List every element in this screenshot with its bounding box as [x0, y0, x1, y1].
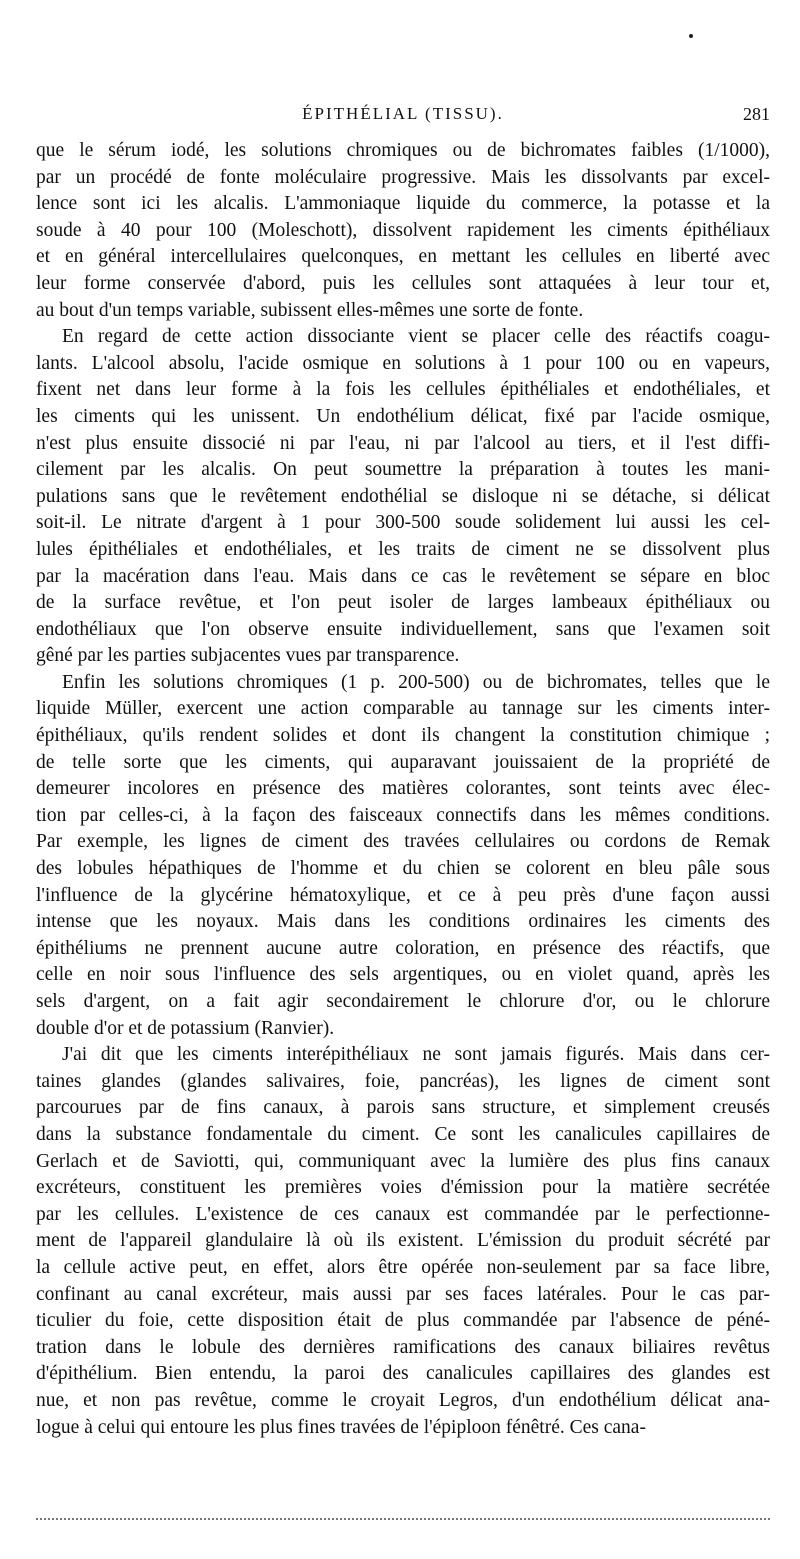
text-line: liquide Müller, exercent une action comparable au tannage sur les ciments inter-: [36, 698, 770, 720]
text-line: que le sérum iodé, les solutions chromiques ou de bichromates faibles (1/1000),: [36, 140, 770, 161]
text-line: fixent net dans leur forme à la fois les cellules épithéliales et endothéliales, et: [36, 379, 770, 401]
text-line: par les cellules. L'existence de ces canaux est commandée par le perfectionne-: [36, 1203, 770, 1225]
text-line: endothéliaux que l'on observe ensuite individuellement, sans que l'examen soit: [36, 618, 770, 640]
text-line: lants. L'alcool absolu, l'acide osmique en solutions à 1 pour 100 ou en vapeurs,: [36, 352, 770, 374]
text-line: sels d'argent, on a fait agir secondairement le chlorure d'or, ou le chlorure: [36, 991, 770, 1012]
paragraph: [36, 670, 770, 1042]
text-line: ticulier du foie, cette disposition était de plus commandée par l'absence de péné-: [36, 1310, 770, 1332]
page-number: 281: [743, 104, 770, 124]
text-line: intense que les noyaux. Mais dans les conditions ordinaires les ciments des: [36, 911, 770, 933]
text-line: gêné par les parties subjacentes vues par transparence.: [36, 645, 460, 667]
text-line: soit-il. Le nitrate d'argent à 1 pour 300-500 soude solidement lui aussi les cel-: [36, 512, 770, 534]
paragraph: [36, 324, 770, 670]
text-line: d'épithélium. Bien entendu, la paroi des canalicules capillaires des glandes est: [36, 1363, 770, 1385]
text-line: par la macération dans l'eau. Mais dans ce cas le revêtement se sépare en bloc: [36, 565, 770, 587]
paragraph: [36, 1042, 770, 1441]
text-line: dans la substance fondamentale du ciment. Ce sont les canalicules capillaires de: [36, 1123, 770, 1145]
text-line: cilement par les alcalis. On peut soumettre la préparation à toutes les mani-: [36, 459, 770, 481]
text-line: au bout d'un temps variable, subissent elles-mêmes une sorte de fonte.: [36, 299, 584, 321]
text-line: lence sont ici les alcalis. L'ammoniaque liquide du commerce, la potasse et la: [36, 193, 770, 215]
text-line: Par exemple, les lignes de ciment des travées cellulaires ou cordons de Remak: [36, 831, 770, 853]
text-line: Enfin les solutions chromiques (1 p. 200-500) ou de bichromates, telles que le: [62, 671, 770, 693]
text-line: parcourues par de fins canaux, à parois sans structure, et simplement creusés: [36, 1097, 770, 1119]
text-line: demeurer incolores en présence des matières colorantes, sont teints avec élec-: [36, 778, 770, 800]
text-line: et en général intercellulaires quelconques, en mettant les cellules en liberté avec: [36, 246, 770, 268]
text-line: leur forme conservée d'abord, puis les cellules sont attaquées à leur tour et,: [36, 272, 770, 294]
text-line: de telle sorte que les ciments, qui auparavant jouissaient de la propriété de: [36, 751, 770, 773]
text-line: tion par celles-ci, à la façon des faisceaux connectifs dans les mêmes conditions.: [36, 804, 770, 826]
ink-dot: [689, 34, 693, 38]
text-line: n'est plus ensuite dissocié ni par l'eau, ni par l'alcool au tiers, et il l'est diffi-: [36, 432, 770, 454]
paragraph: [36, 138, 770, 324]
text-line: épithéliaux, qu'ils rendent solides et dont ils changent la constitution chimique ;: [36, 725, 770, 747]
text-line: nue, et non pas revêtue, comme le croyait Legros, d'un endothélium délicat ana-: [36, 1389, 770, 1411]
body-text: [36, 138, 770, 1441]
text-line: des lobules hépathiques de l'homme et du chien se colorent en bleu pâle sous: [36, 858, 770, 880]
text-line: pulations sans que le revêtement endothélial se disloque ni se détache, si délicat: [36, 485, 770, 507]
running-head: [36, 104, 770, 130]
text-line: taines glandes (glandes salivaires, foie, pancréas), les lignes de ciment sont: [36, 1070, 770, 1092]
text-line: de la surface revêtue, et l'on peut isoler de larges lambeaux épithéliaux ou: [36, 592, 770, 614]
text-line: double d'or et de potassium (Ranvier).: [36, 1017, 335, 1039]
text-line: soude à 40 pour 100 (Moleschott), dissolvent rapidement les ciments épithéliaux: [36, 219, 770, 241]
text-line: les ciments qui les unissent. Un endothélium délicat, fixé par l'acide osmique,: [36, 405, 770, 427]
text-line: lules épithéliales et endothéliales, et les traits de ciment ne se dissolvent plus: [36, 538, 770, 560]
text-line: J'ai dit que les ciments interépithéliaux ne sont jamais figurés. Mais dans cer-: [62, 1044, 770, 1066]
text-line: par un procédé de fonte moléculaire progressive. Mais les dissolvants par excel-: [36, 166, 770, 188]
text-line: la cellule active peut, en effet, alors être opérée non-seulement par sa face libre,: [36, 1256, 770, 1278]
text-line: logue à celui qui entoure les plus fines travées de l'épiploon fénêtré. Ces cana-: [36, 1416, 646, 1438]
text-line: l'influence de la glycérine hématoxylique, et ce à peu près d'une façon aussi: [36, 884, 770, 906]
text-line: celle en noir sous l'influence des sels argentiques, ou en violet quand, après les: [36, 964, 770, 986]
text-line: excréteurs, constituent les premières voies d'émission pour la matière secrétée: [36, 1177, 770, 1199]
text-line: En regard de cette action dissociante vient se placer celle des réactifs coagu-: [62, 326, 770, 348]
text-line: Gerlach et de Saviotti, qui, communiquant avec la lumière des plus fins canaux: [36, 1150, 770, 1172]
running-title: ÉPITHÉLIAL (TISSU).: [302, 104, 504, 123]
text-line: épithéliums ne prennent aucune autre coloration, en présence des réactifs, que: [36, 937, 770, 959]
text-line: tration dans le lobule des dernières ramifications des canaux biliaires revêtus: [36, 1336, 770, 1358]
text-line: confinant au canal excréteur, mais aussi par ses faces latérales. Pour le cas par-: [36, 1283, 770, 1305]
text-line: ment de l'appareil glandulaire là où ils existent. L'émission du produit sécrété par: [36, 1230, 770, 1252]
footer-dotted-rule: [36, 1518, 770, 1520]
